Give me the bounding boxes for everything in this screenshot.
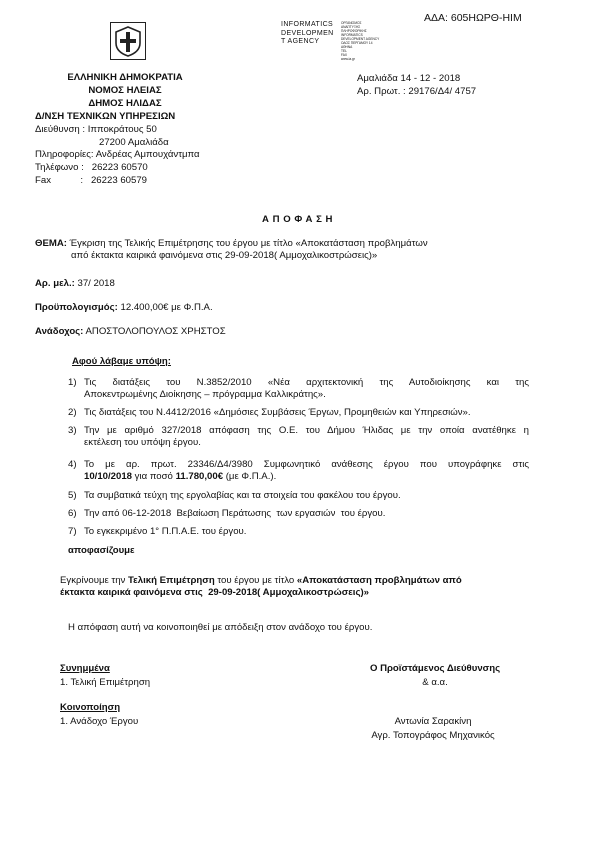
approval-bold-2: «Αποκατάσταση προβλημάτων από bbox=[296, 575, 462, 586]
org-header bbox=[60, 72, 190, 110]
list-item-line: Το εγκεκριμένο 1° Π.Π.Α.Ε. του έργου. bbox=[84, 526, 247, 537]
budget-label: Προϋπολογισμός: bbox=[35, 302, 118, 313]
contractor-label: Ανάδοχος: bbox=[35, 326, 84, 337]
list-item-line bbox=[84, 471, 529, 483]
list-item bbox=[84, 526, 529, 538]
protocol-number: Αρ. Πρωτ. : 29176/Δ4/ 4757 bbox=[357, 86, 477, 97]
signer-name: Αντωνία Σαρακίνη bbox=[394, 716, 472, 727]
list-item bbox=[84, 407, 529, 419]
subject-block bbox=[35, 238, 535, 262]
ia-small-line: ΑΘΗΝΑ bbox=[341, 45, 353, 49]
study-number-value: 37/ 2018 bbox=[74, 278, 115, 289]
subject-text: Έγκριση της Τελικής Επιμέτρησης του έργου με τίτλο «Αποκατάσταση προβλημάτων bbox=[66, 238, 428, 249]
agreement-end: (με Φ.Π.Α.). bbox=[223, 470, 277, 482]
address-line: Διεύθυνση : Ιπποκράτους 50 bbox=[35, 124, 157, 135]
ia-logo-line: DEVELOPMEN bbox=[281, 29, 334, 37]
list-item-line: Το με αρ. πρωτ. 23346/Δ4/3980 Συμφωνητικό ανάθεσης έργου που υπογράφηκε στις bbox=[84, 459, 529, 470]
cc-heading: Κοινοποίηση bbox=[60, 702, 121, 713]
document-date: Αμαλιάδα 14 - 12 - 2018 bbox=[357, 73, 461, 84]
approval-bold-1: Τελική Επιμέτρηση bbox=[128, 575, 215, 586]
org-line-republic: ΕΛΛΗΝΙΚΗ ΔΗΜΟΚΡΑΤΙΑ bbox=[67, 72, 183, 83]
list-item-line: Την από 06-12-2018 Βεβαίωση Περάτωσης των εργασιών του έργου. bbox=[84, 508, 386, 519]
ia-small-line: www.ia.gr bbox=[341, 57, 355, 61]
budget bbox=[35, 302, 213, 314]
document-title: Α Π Ο Φ Α Σ Η bbox=[262, 214, 333, 225]
agreement-amount: 11.780,00€ bbox=[175, 470, 224, 482]
org-line-prefecture: ΝΟΜΟΣ ΗΛΕΙΑΣ bbox=[88, 84, 162, 96]
ada-code: ΑΔΑ: 605ΗΩΡΘ-ΗΙΜ bbox=[424, 12, 522, 24]
list-item-line: εκτέλεση του υπόψη έργου. bbox=[84, 436, 201, 448]
list-item bbox=[84, 377, 529, 401]
ia-small-line: TEL bbox=[341, 49, 347, 53]
ia-small-line: INFORMATICS DEVELOPMENT AGENCY bbox=[341, 33, 380, 41]
contractor bbox=[35, 326, 226, 338]
list-item-line: Αποκεντρωμένης Διοίκησης – πρόγραμμα Καλλικράτης». bbox=[84, 388, 326, 400]
fax-line: Fax : 26223 60579 bbox=[35, 175, 147, 186]
cc-item: 1. Ανάδοχο Έργου bbox=[60, 716, 139, 727]
list-item bbox=[84, 425, 529, 449]
item-number: 7) bbox=[68, 526, 77, 537]
contractor-value: ΑΠΟΣΤΟΛΟΠΟΥΛΟΣ ΧΡΗΣΤΟΣ bbox=[83, 326, 226, 337]
approval-line-1 bbox=[60, 575, 530, 587]
list-item bbox=[84, 508, 529, 520]
subject-line-1 bbox=[35, 238, 535, 250]
org-line-municipality: ΔΗΜΟΣ ΗΛΙΔΑΣ bbox=[88, 97, 162, 109]
notify-line: Η απόφαση αυτή να κοινοποιηθεί με απόδειξη στον ανάδοχο του έργου. bbox=[68, 622, 373, 633]
study-number-label: Αρ. μελ.: bbox=[35, 278, 75, 289]
approval-paragraph bbox=[60, 575, 530, 599]
attachments-heading: Συνημμένα bbox=[60, 663, 110, 674]
ia-logo-small-text bbox=[341, 21, 381, 61]
study-number bbox=[35, 278, 115, 290]
phone-line: Τηλέφωνο : 26223 60570 bbox=[35, 162, 148, 173]
attachment-item: 1. Τελική Επιμέτρηση bbox=[60, 677, 151, 688]
list-item bbox=[84, 490, 529, 502]
ia-logo-text bbox=[281, 21, 341, 47]
list-item-line: Τις διατάξεις του Ν.3852/2010 «Νέα αρχιτεκτονική της Αυτοδιοίκησης και της bbox=[84, 377, 529, 388]
department-name: Δ/ΝΣΗ ΤΕΧΝΙΚΩΝ ΥΠΗΡΕΣΙΩΝ bbox=[35, 111, 176, 122]
approval-pre: Εγκρίνουμε την bbox=[60, 575, 129, 586]
item-number: 1) bbox=[68, 377, 77, 388]
subject-line-2: από έκτακτα καιρικά φαινόμενα στις 29-09-2018( Αμμοχαλικοστρώσεις)» bbox=[71, 249, 378, 261]
info-line: Πληροφορίες: Ανδρέας Αμπουχάντμπα bbox=[35, 149, 200, 160]
ia-logo-line: INFORMATICS bbox=[281, 21, 334, 28]
item-number: 6) bbox=[68, 508, 77, 519]
signature-title: Ο Προϊστάμενος Διεύθυνσης bbox=[369, 663, 501, 674]
item-number: 2) bbox=[68, 407, 77, 418]
ia-small-line: ΠΛΗΡΟΦΟΡΙΚΗΣ bbox=[341, 29, 367, 33]
approval-mid: του έργου με τίτλο bbox=[214, 575, 297, 586]
list-item-line: Τα συμβατικά τεύχη της εργολαβίας και τα στοιχεία του φακέλου του έργου. bbox=[84, 490, 401, 501]
considering-heading: Αφού λάβαμε υπόψη: bbox=[72, 356, 171, 367]
item-number: 4) bbox=[68, 459, 77, 470]
signer-role: Αγρ. Τοπογράφος Μηχανικός bbox=[371, 730, 495, 741]
approval-line-2: έκτακτα καιρικά φαινόμενα στις 29-09-2018( Αμμοχαλικοστρώσεις)» bbox=[60, 586, 369, 598]
subject-label: ΘΕΜΑ: bbox=[35, 238, 67, 249]
budget-value: 12.400,00€ με Φ.Π.Α. bbox=[117, 302, 213, 313]
signature-aa: & α.α. bbox=[422, 677, 448, 688]
greek-emblem-icon bbox=[110, 22, 146, 60]
item-number: 3) bbox=[68, 425, 77, 436]
ia-small-line: FAX bbox=[341, 53, 348, 57]
ia-logo-line: T AGENCY bbox=[281, 38, 320, 45]
ia-small-line: ΑΝΑΠΤΥΞΗΣ bbox=[341, 25, 361, 29]
agreement-date: 10/10/2018 bbox=[84, 470, 133, 482]
ia-small-line: ΟΔΟΣ ΠΕΡΓΑΜΟΥ 14 bbox=[341, 41, 373, 45]
ia-small-line: ΟΡΓΑΝΙΣΜΟΣ bbox=[341, 21, 362, 25]
list-item bbox=[84, 459, 529, 483]
item-number: 5) bbox=[68, 490, 77, 501]
agreement-mid: για ποσό bbox=[132, 470, 176, 482]
list-item-line: Την με αριθμό 327/2018 απόφαση της Ο.Ε. του Δήμου Ήλιδας με την οποία ανατέθηκε η bbox=[84, 425, 529, 436]
postal-line: 27200 Αμαλιάδα bbox=[99, 137, 169, 148]
list-item-line: Τις διατάξεις του Ν.4412/2016 «Δημόσιες Συμβάσεις Έργων, Προμηθειών και Υπηρεσιών». bbox=[84, 407, 471, 418]
decide-word: αποφασίζουμε bbox=[68, 545, 135, 556]
